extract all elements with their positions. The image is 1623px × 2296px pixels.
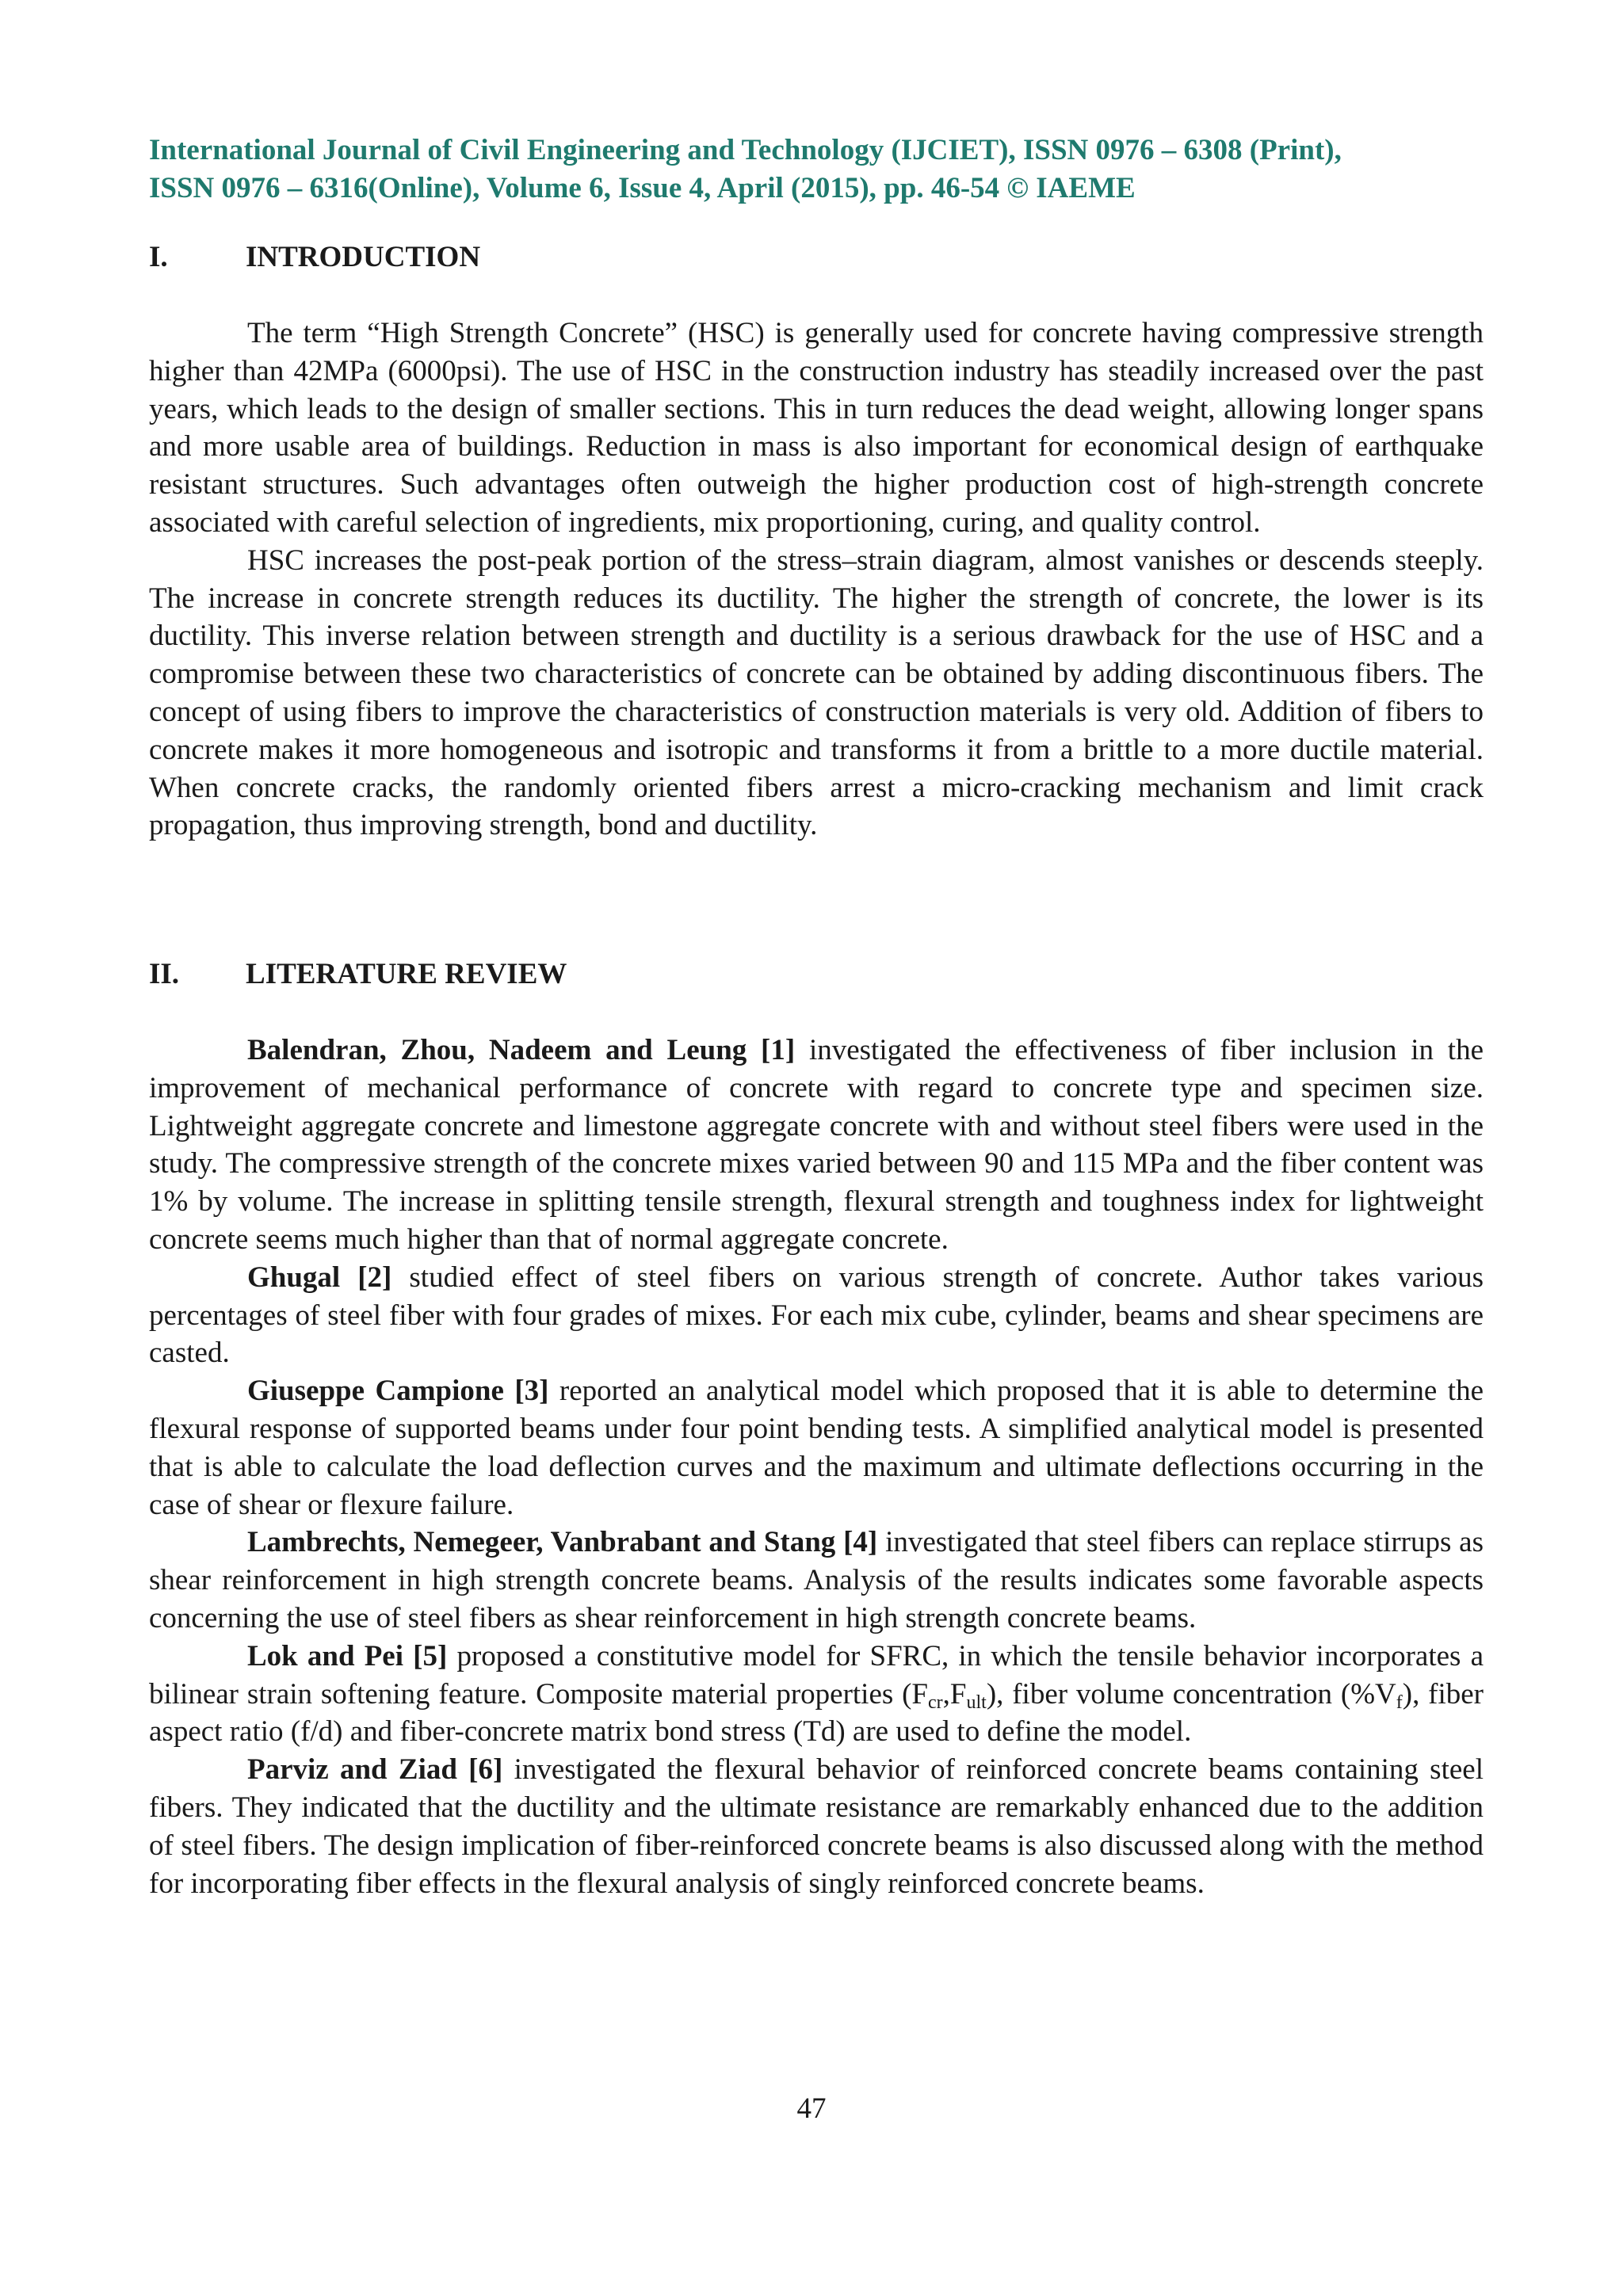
review-text: investigated the effectiveness of fiber inclusion in the improvement of mechanical performance of concrete with regard to concrete type and specimen size. Lightweight aggregate concrete and limestone aggregate concrete with and without steel fibers were used in the study. The compressive strength of the concrete mixes varied between 90 and 115 MPa and the fiber content was 1% by volume. The increase in splitting tensile strength, flexural strength and toughness index for lightweight concrete seems much higher than that of normal aggregate concrete. xyxy=(149,1034,1484,1256)
paragraph: The term “High Strength Concrete” (HSC) is generally used for concrete having compressive strength higher than 42MPa (6000psi). The use of HSC in the construction industry has steadily increased over the past years, which leads to the design of smaller sections. This in turn reduces the dead weight, allowing longer spans and more usable area of buildings. Reduction in mass is also important for economical design of earthquake resistant structures. Such advantages often outweigh the higher production cost of high-strength concrete associated with careful selection of ingredients, mix proportioning, curing, and quality control. xyxy=(149,317,1484,539)
journal-header-line-1: International Journal of Civil Engineering and Technology (IJCIET), ISSN 0976 – 6308 (Print), xyxy=(149,134,1342,166)
reference-authors: Giuseppe Campione [3] xyxy=(247,1375,549,1408)
review-text: ), fiber volume concentration (%V xyxy=(986,1677,1396,1711)
section-title: LITERATURE REVIEW xyxy=(246,958,567,990)
subscript: cr xyxy=(928,1691,943,1713)
review-entry xyxy=(149,1032,1484,1259)
subscript: ult xyxy=(966,1691,987,1713)
reference-authors: Lambrechts, Nemegeer, Vanbrabant and Stang [4] xyxy=(247,1526,878,1559)
introduction-body xyxy=(149,315,1484,845)
journal-header xyxy=(149,132,1484,208)
reference-authors: Parviz and Ziad [6] xyxy=(247,1753,503,1787)
journal-header-line-2: ISSN 0976 – 6316(Online), Volume 6, Issue 4, April (2015), pp. 46-54 © IAEME xyxy=(149,172,1136,204)
section-title: INTRODUCTION xyxy=(246,241,481,273)
reference-authors: Ghugal [2] xyxy=(247,1261,392,1294)
page-number: 47 xyxy=(796,2092,827,2125)
section-heading-introduction xyxy=(149,240,480,274)
review-text: investigated that steel fibers can replace stirrups as shear reinforcement in high strength concrete beams. Analysis of the results indicates some favorable aspects concerning the use of steel fibers as shear reinforcement in high strength concrete beams. xyxy=(149,1526,1484,1634)
review-entry xyxy=(149,1751,1484,1902)
review-entry xyxy=(149,1638,1484,1751)
section-heading-literature-review xyxy=(149,957,567,991)
review-entry xyxy=(149,1372,1484,1524)
review-text: reported an analytical model which proposed that it is able to determine the flexural response of supported beams under four point bending tests. A simplified analytical model is presented that is able to calculate the load deflection curves and the maximum and ultimate deflections occurring in the case of shear or flexure failure. xyxy=(149,1375,1484,1521)
section-number: II. xyxy=(149,958,180,990)
reference-authors: Balendran, Zhou, Nadeem and Leung [1] xyxy=(247,1034,796,1066)
review-text: ,F xyxy=(942,1677,967,1711)
subscript: f xyxy=(1396,1691,1403,1713)
review-text: studied effect of steel fibers on various strength of concrete. Author takes various percentages of steel fiber with four grades of mixes. For each mix cube, cylinder, beams and shear specimens are casted. xyxy=(149,1261,1484,1370)
reference-authors: Lok and Pei [5] xyxy=(247,1639,448,1672)
review-text: investigated the flexural behavior of reinforced concrete beams containing steel fibers. They indicated that the ductility and the ultimate resistance are remarkably enhanced due to the addition of steel fibers. The design implication of fiber-reinforced concrete beams is also discussed along with the method for incorporating fiber effects in the flexural analysis of singly reinforced concrete beams. xyxy=(149,1753,1484,1900)
review-entry xyxy=(149,1524,1484,1637)
literature-review-body xyxy=(149,1032,1484,1902)
review-entry xyxy=(149,1259,1484,1372)
review-text: ), fiber aspect ratio (f/d) and fiber-concrete matrix bond stress (Td) are used to define the model. xyxy=(149,1677,1484,1749)
paragraph: HSC increases the post-peak portion of the stress–strain diagram, almost vanishes or descends steeply. The increase in concrete strength reduces its ductility. The higher the strength of concrete, the lower is its ductility. This inverse relation between strength and ductility is a serious drawback for the use of HSC and a compromise between these two characteristics of concrete can be obtained by adding discontinuous fibers. The concept of using fibers to improve the characteristics of construction materials is very old. Addition of fibers to concrete makes it more homogeneous and isotropic and transforms it from a brittle to a more ductile material. When concrete cracks, the randomly oriented fibers arrest a micro-cracking mechanism and limit crack propagation, thus improving strength, bond and ductility. xyxy=(149,543,1484,842)
section-number: I. xyxy=(149,241,168,273)
review-text: proposed a constitutive model for SFRC, in which the tensile behavior incorporates a bilinear strain softening feature. Composite material properties (F xyxy=(149,1639,1484,1711)
